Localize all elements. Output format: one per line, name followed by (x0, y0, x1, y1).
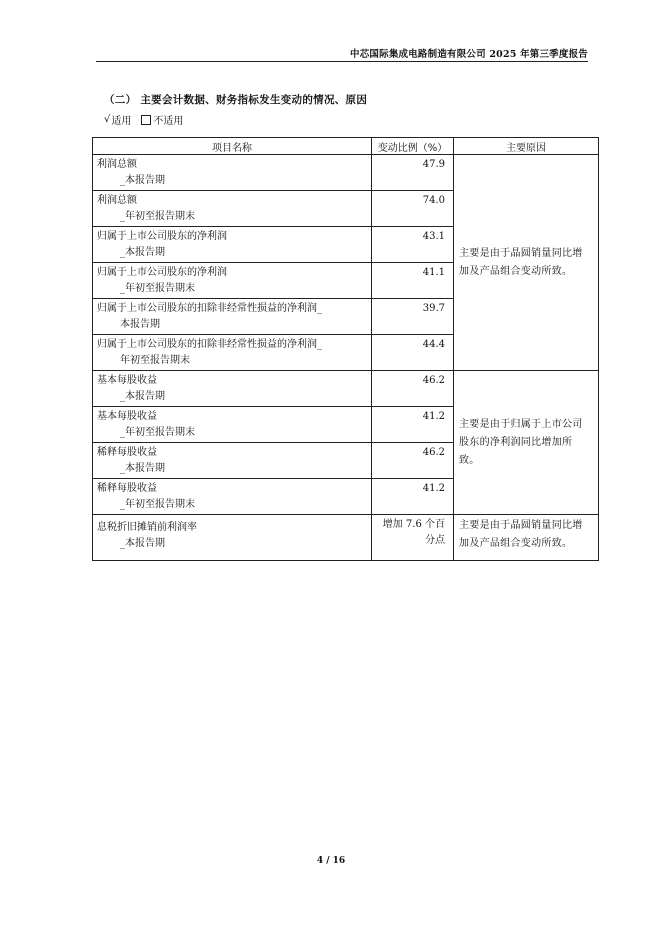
item-name: 基本每股收益 (97, 375, 157, 386)
item-name-cell (93, 515, 372, 561)
check-icon: √ (104, 114, 111, 125)
section-title: （二） 主要会计数据、财务指标发生变动的情况、原因 (104, 94, 368, 106)
item-name-cell (93, 335, 372, 371)
change-ratio: 46.2 (372, 443, 454, 479)
change-ratio: 74.0 (372, 191, 454, 227)
item-period: _本报告期 (120, 247, 165, 258)
item-period: _本报告期 (120, 538, 165, 549)
change-ratio: 增加 7.6 个百分点 (372, 515, 454, 561)
reason-cell: 主要是由于晶圆销量同比增加及产品组合变动所致。 (454, 515, 599, 561)
table-row (93, 371, 599, 407)
item-period: _年初至报告期末 (120, 211, 195, 222)
change-ratio: 47.9 (372, 155, 454, 191)
page-number: 4 / 16 (316, 856, 346, 866)
item-name: 基本每股收益 (97, 411, 157, 422)
item-period: _本报告期 (120, 175, 165, 186)
item-name: 稀释每股收益 (97, 447, 157, 458)
change-ratio: 39.7 (372, 299, 454, 335)
item-name-cell (93, 299, 372, 335)
item-name: 利润总额 (97, 159, 137, 170)
item-name-cell (93, 479, 372, 515)
item-name-cell (93, 227, 372, 263)
reason-cell: 主要是由于归属于上市公司股东的净利润同比增加所致。 (454, 371, 599, 515)
not-applicable-label: 不适用 (153, 116, 184, 127)
item-name: 稀释每股收益 (97, 483, 157, 494)
item-name-cell (93, 407, 372, 443)
empty-checkbox-icon (141, 115, 151, 125)
item-name-cell (93, 155, 372, 191)
page-header: 中芯国际集成电路制造有限公司 2025 年第三季度报告 (350, 49, 588, 60)
item-name: 利润总额 (97, 195, 137, 206)
change-ratio: 41.1 (372, 263, 454, 299)
item-name: 归属于上市公司股东的扣除非经常性损益的净利润_ (97, 339, 322, 350)
table-header-row (93, 138, 599, 155)
item-period: _本报告期 (120, 391, 165, 402)
item-name: 归属于上市公司股东的净利润 (97, 267, 227, 278)
change-ratio: 44.4 (372, 335, 454, 371)
change-ratio: 41.2 (372, 479, 454, 515)
change-ratio: 43.1 (372, 227, 454, 263)
item-name-cell (93, 263, 372, 299)
item-period: 本报告期 (120, 319, 160, 330)
item-period: _年初至报告期末 (120, 283, 195, 294)
financial-change-table (92, 137, 599, 561)
item-name-cell (93, 191, 372, 227)
table-row (93, 515, 599, 561)
item-name: 归属于上市公司股东的净利润 (97, 231, 227, 242)
header-divider (96, 61, 588, 62)
item-name-cell (93, 371, 372, 407)
column-header-ratio: 变动比例（%） (372, 138, 454, 155)
item-period: _年初至报告期末 (120, 427, 195, 438)
applicability-indicator (104, 112, 183, 127)
item-name-cell (93, 443, 372, 479)
reason-cell: 主要是由于晶圆销量同比增加及产品组合变动所致。 (454, 155, 599, 371)
change-ratio: 46.2 (372, 371, 454, 407)
change-ratio: 41.2 (372, 407, 454, 443)
item-name: 息税折旧摊销前利润率 (97, 522, 197, 533)
table-row (93, 155, 599, 191)
column-header-reason: 主要原因 (454, 138, 599, 155)
item-name: 归属于上市公司股东的扣除非经常性损益的净利润_ (97, 303, 322, 314)
item-period: _年初至报告期末 (120, 499, 195, 510)
item-period: 年初至报告期末 (120, 355, 190, 366)
item-period: _本报告期 (120, 463, 165, 474)
applicable-label: 适用 (111, 116, 132, 127)
column-header-item: 项目名称 (93, 138, 372, 155)
